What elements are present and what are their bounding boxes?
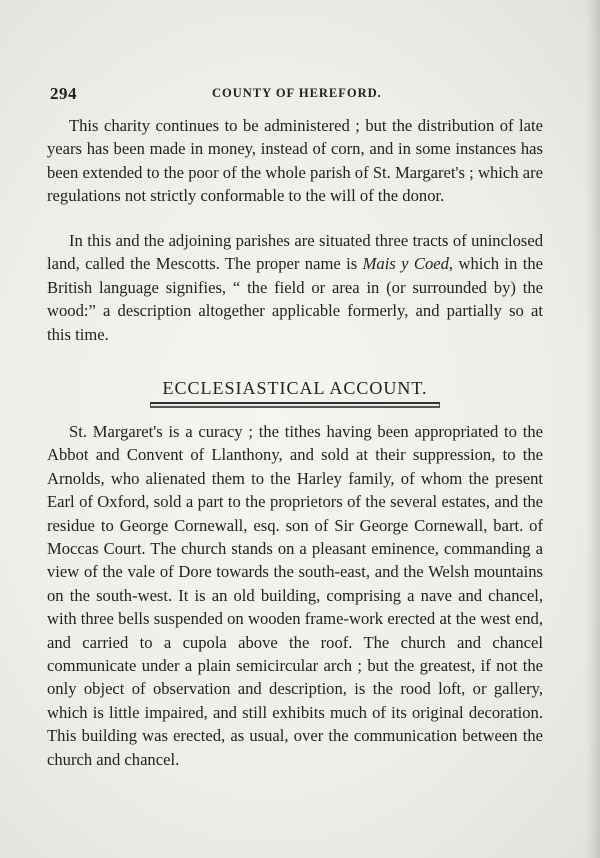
paragraph-charity: This charity continues to be administered ; but the distribution of late years has been made in money, instead of corn, and in some instances has been extended to the poor of the whole parish of St. Margaret's ; which are regulations not strictly conformable to the will of the donor. <box>47 116 543 206</box>
paragraph-mescotts-text-b: which in the British language signifies, “ the field or area in (or surrounded by) the wood:” a description altogether applicable formerly, and partially so at this time. <box>47 254 543 344</box>
page-header <box>50 84 550 104</box>
paragraph-mescotts <box>47 229 543 346</box>
running-head: COUNTY OF HEREFORD. <box>212 86 382 100</box>
paragraph-ecclesiastical: St. Margaret's is a curacy ; the tithes having been appropriated to the Abbot and Convent of Llanthony, and sold at their suppression, to the Arnolds, who alienated them to the Harley family, of whom the present Earl of Oxford, sold a part to the proprietors of the several estates, and the residue to George Cornewall, esq. son of Sir George Cornewall, bart. of Moccas Court. The church stands on a pleasant eminence, commanding a view of the vale of Dore towards the south-east, and the Welsh mountains on the south-west. It is an old building, comprising a nave and chancel, with three bells suspended on wooden frame-work erected at the west end, and carried to a cupola above the roof. The church and chancel communicate under a plain semicircular arch ; but the greatest, if not the only object of observation and description, is the rood loft, or gallery, which is little impaired, and still exhibits much of its original decoration. This building was erected, as usual, over the communication between the church and chancel. <box>47 422 543 769</box>
paragraph-block-2 <box>47 229 543 346</box>
section-heading: ECCLESIASTICAL ACCOUNT. <box>150 378 440 404</box>
page-number: 294 <box>50 84 77 103</box>
paragraph-block-3 <box>47 420 543 771</box>
paragraph-block-1 <box>47 114 543 208</box>
paragraph-mescotts-italic: Mais y Coed, <box>362 254 454 274</box>
page-gutter-shadow <box>586 0 600 858</box>
paragraph-mescotts-text-a: In this and the adjoining parishes are situated three tracts of uninclosed land, called the Mescotts. The proper name is <box>47 231 543 274</box>
